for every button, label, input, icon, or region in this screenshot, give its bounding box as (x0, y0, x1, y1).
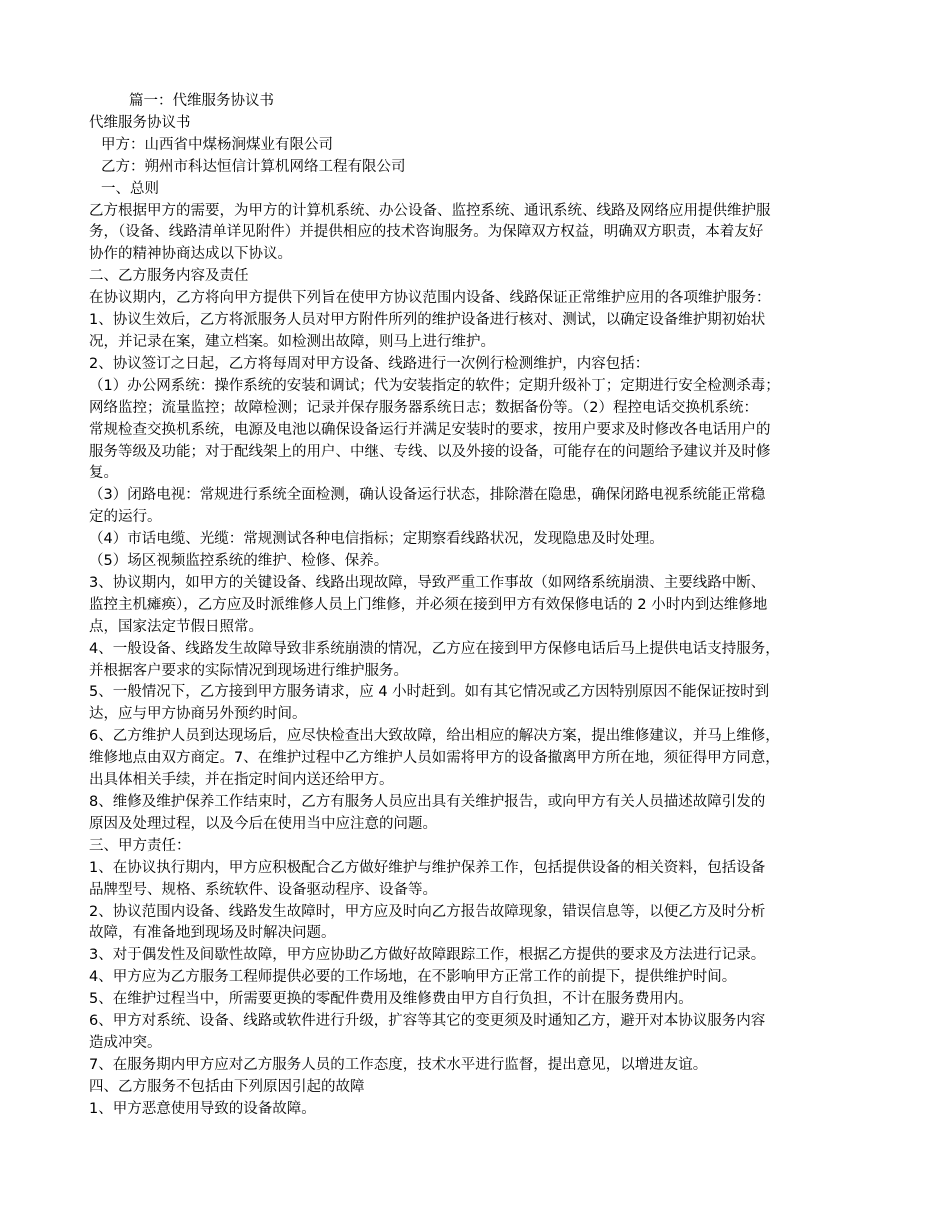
text-line: 复。 (89, 465, 118, 482)
text-line: 三、甲方责任： (89, 837, 191, 854)
text-line: 2、协议范围内设备、线路发生故障时，甲方应及时向乙方报告故障现象，错误信息等，以便乙方及时分析 (89, 903, 766, 920)
text-line: （3）闭路电视：常规进行系统全面检测，确认设备运行状态，排除潜在隐患，确保闭路电视系统能正常稳 (89, 487, 766, 504)
document-body (89, 91, 862, 1121)
party-b-line: 乙方：朔州市科达恒信计算机网络工程有限公司 (101, 158, 406, 175)
text-line: 4、甲方应为乙方服务工程师提供必要的工作场地，在不影响甲方正常工作的前提下，提供维护时间。 (89, 969, 737, 986)
text-line: 品牌型号、规格、系统软件、设备驱动程序、设备等。 (89, 881, 437, 898)
text-line: 网络监控；流量监控；故障检测；记录并保存服务器系统日志；数据备份等。（2）程控电话交换机系统： (89, 399, 758, 416)
text-line: 协作的精神协商达成以下协议。 (89, 246, 292, 263)
text-line: 监控主机瘫痪），乙方应及时派维修人员上门维修，并必须在接到甲方有效保修电话的 2 小时内到达维修地 (89, 596, 768, 613)
text-line: 常规检查交换机系统，电源及电池以确保设备运行并满足安装时的要求，按用户要求及时修改各电话用户的 (89, 421, 771, 438)
text-line: 维修地点由双方商定。7、在维护过程中乙方维护人员如需将甲方的设备撤离甲方所在地，须征得甲方同意， (89, 750, 780, 767)
text-line: （4）市话电缆、光缆：常规测试各种电信指标；定期察看线路状况，发现隐患及时处理。 (89, 531, 664, 548)
text-line: 2、协议签订之日起，乙方将每周对甲方设备、线路进行一次例行检测维护，内容包括： (89, 355, 650, 372)
text-line: 3、对于偶发性及间歇性故障，甲方应协助乙方做好故障跟踪工作，根据乙方提供的要求及方法进行记录。 (89, 947, 766, 964)
text-line: 点，国家法定节假日照常。 (89, 618, 263, 635)
text-line: 造成冲突。 (89, 1034, 162, 1051)
text-line: 乙方根据甲方的需要，为甲方的计算机系统、办公设备、监控系统、通讯系统、线路及网络应用提供维护服 (89, 202, 771, 219)
text-line: 服务等级及功能；对于配线架上的用户、中继、专线、以及外接的设备，可能存在的问题给予建议并及时修 (89, 443, 771, 460)
text-line: 二、乙方服务内容及责任 (89, 268, 249, 285)
party-a-line: 甲方：山西省中煤杨涧煤业有限公司 (101, 136, 333, 153)
text-line: 6、乙方维护人员到达现场后，应尽快检查出大致故障，给出相应的解决方案，提出维修建议，并马上维修， (89, 728, 780, 745)
text-line: 1、甲方恶意使用导致的设备故障。 (89, 1100, 316, 1117)
text-line: 四、乙方服务不包括由下列原因引起的故障 (89, 1078, 365, 1095)
text-line: 5、在维护过程当中，所需要更换的零配件费用及维修费由甲方自行负担，不计在服务费用内。 (89, 991, 693, 1008)
text-line: 8、维修及维护保养工作结束时，乙方有服务人员应出具有关维护报告，或向甲方有关人员描述故障引发的 (89, 794, 766, 810)
text-line: 况，并记录在案，建立档案。如检测出故障，则马上进行维护。 (89, 333, 495, 350)
text-line: 7、在服务期内甲方应对乙方服务人员的工作态度，技术水平进行监督，提出意见，以增进友谊。 (89, 1056, 708, 1073)
document-text-lines (89, 179, 862, 1121)
text-line: 并根据客户要求的实际情况到现场进行维护服务。 (89, 662, 408, 679)
document-title-line: 篇一：代维服务协议书 (129, 93, 274, 109)
text-line: 1、协议生效后，乙方将派服务人员对甲方附件所列的维护设备进行核对、测试，以确定设备维护期初始状 (89, 312, 766, 329)
text-line: （5）场区视频监控系统的维护、检修、保养。 (89, 553, 389, 570)
text-line: 6、甲方对系统、设备、线路或软件进行升级，扩容等其它的变更须及时通知乙方，避开对本协议服务内容 (89, 1013, 766, 1030)
text-line: 出具体相关手续，并在指定时间内送还给甲方。 (89, 772, 394, 789)
text-line: 在协议期内，乙方将向甲方提供下列旨在使甲方协议范围内设备、线路保证正常维护应用的各项维护服务： (89, 290, 771, 307)
text-line: 4、一般设备、线路发生故障导致非系统崩溃的情况，乙方应在接到甲方保修电话后马上提供电话支持服务， (89, 640, 780, 657)
text-line: 5、一般情况下，乙方接到甲方服务请求，应 4 小时赶到。如有其它情况或乙方因特别原因不能保证按时到 (89, 684, 770, 701)
text-line: 达，应与甲方协商另外预约时间。 (89, 706, 307, 723)
text-line: 定的运行。 (89, 509, 162, 526)
text-line: 3、协议期内，如甲方的关键设备、线路出现故障，导致严重工作事故（如网络系统崩溃、主要线路中断、 (89, 574, 766, 591)
text-line: 原因及处理过程，以及今后在使用当中应注意的问题。 (89, 815, 437, 832)
text-line: 故障，有准备地到现场及时解决问题。 (89, 925, 336, 942)
text-line: （1）办公网系统：操作系统的安装和调试；代为安装指定的软件；定期升级补丁；定期进行安全检测杀毒； (89, 377, 780, 394)
document-heading: 代维服务协议书 (89, 114, 191, 131)
section-heading: 一、总则 (101, 180, 159, 197)
text-line: 务，（设备、线路清单详见附件）并提供相应的技术咨询服务。为保障双方权益，明确双方职责，本着友好 (89, 224, 764, 241)
text-line: 1、在协议执行期内，甲方应积极配合乙方做好维护与维护保养工作，包括提供设备的相关资料，包括设备 (89, 859, 766, 876)
